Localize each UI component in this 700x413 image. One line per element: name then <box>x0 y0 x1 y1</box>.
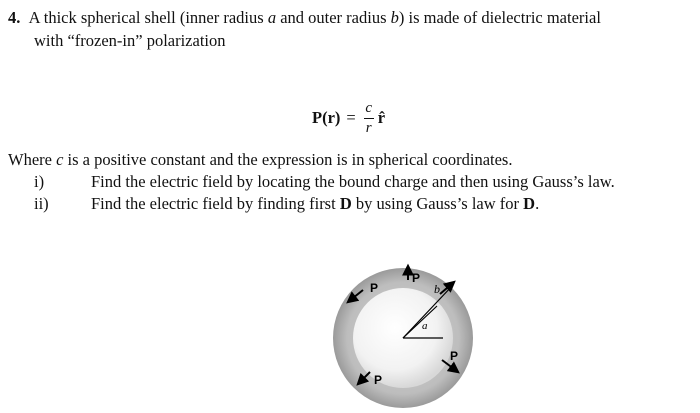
var-c: c <box>56 150 64 169</box>
label-p2: P <box>412 271 421 285</box>
problem-line-1 <box>8 8 601 28</box>
label-p1: P <box>370 281 379 295</box>
numerator: c <box>365 99 373 116</box>
label-p3: P <box>450 349 459 363</box>
item-ii-part: . <box>535 194 540 213</box>
problem-line-2: with “frozen-in” polarization <box>34 31 226 50</box>
item-ii-D: D <box>523 194 536 213</box>
item-ii-text <box>91 194 539 214</box>
line1-part: ) is made of dielectric material <box>398 8 601 27</box>
item-ii-label: ii) <box>34 194 49 213</box>
shell-diagram <box>330 262 480 408</box>
problem-number: 4. <box>8 8 21 27</box>
label-a: a <box>422 320 428 332</box>
where-line <box>8 150 512 170</box>
item-ii-D: D <box>339 194 352 213</box>
item-i-text: Find the electric field by locating the bound charge and then using Gauss’s law. <box>91 172 615 191</box>
where-part: Where <box>8 150 57 169</box>
equation-lhs: P(r) <box>312 108 341 127</box>
item-ii-part: by using Gauss’s law for <box>351 194 524 213</box>
line1-part: and outer radius <box>276 8 391 27</box>
item-ii-part: Find the electric field by finding first <box>91 194 340 213</box>
spherical-shell-figure <box>330 262 480 408</box>
item-i-label: i) <box>34 172 45 191</box>
line1-part: A thick spherical shell (inner radius <box>28 8 268 27</box>
where-part: is a positive constant and the expression is in spherical coordinates. <box>63 150 513 169</box>
denominator: r <box>365 119 372 136</box>
equals-sign: = <box>346 108 356 127</box>
fraction <box>364 101 374 136</box>
polarization-equation <box>312 100 385 136</box>
label-p4: P <box>374 373 383 387</box>
var-b: b <box>390 8 399 27</box>
unit-vector-r: r̂ <box>377 108 386 127</box>
var-a: a <box>267 8 277 27</box>
label-b: b <box>434 282 440 296</box>
fraction-bar <box>364 118 374 119</box>
